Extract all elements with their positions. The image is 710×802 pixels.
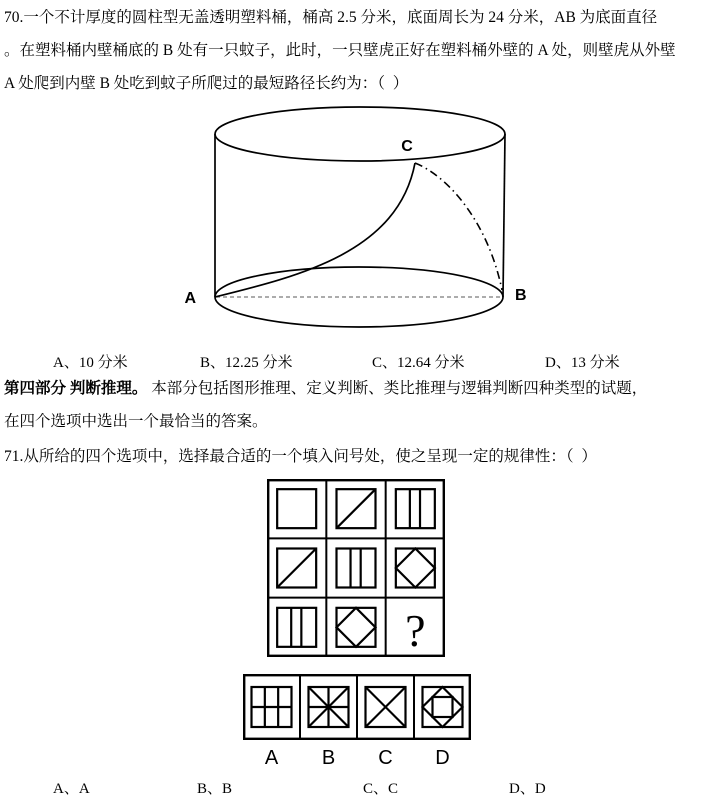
question-mark: ? xyxy=(405,604,426,656)
option-label-a: A xyxy=(264,747,279,769)
q70-option-d: D、13 分米 xyxy=(545,355,620,371)
pattern-square xyxy=(423,687,463,727)
q70-option-c: C、12.64 分米 xyxy=(372,355,465,371)
cylinder-right-wall xyxy=(503,134,505,297)
puzzle-grid-3x3 xyxy=(267,479,445,657)
section4-intro-line1 xyxy=(4,379,647,399)
puzzle-option-boxes xyxy=(243,674,471,769)
cylinder-figure xyxy=(150,100,560,352)
figure-label-a: A xyxy=(184,290,196,307)
cylinder-top-ellipse xyxy=(215,107,505,161)
q70-text-line1: 70.一个不计厚度的圆柱型无盖透明塑料桶，桶高 2.5 分米，底面周长为 24 分米，AB 为底面直径 xyxy=(4,9,658,26)
option-label-b: B xyxy=(321,747,336,769)
section4-heading: 第四部分 判断推理。 xyxy=(4,380,148,397)
outer-wall-path-curve xyxy=(215,163,415,297)
pattern-square xyxy=(337,608,376,647)
option-label-d: D xyxy=(435,747,450,769)
q70-text-line2: 。在塑料桶内壁桶底的 B 处有一只蚊子，此时，一只壁虎正好在塑料桶外壁的 A 处，则壁虎从外壁 xyxy=(4,42,676,59)
section4-intro-line2: 在四个选项中选出一个最恰当的答案。 xyxy=(4,413,268,430)
pattern-square xyxy=(396,489,435,528)
figure-label-c: C xyxy=(401,138,413,155)
q71-answer-b: B、B xyxy=(197,781,233,797)
inscribed-diamond xyxy=(423,687,463,727)
q71-prompt: 71.从所给的四个选项中，选择最合适的一个填入问号处，使之呈现一定的规律性：（ ） xyxy=(4,448,597,465)
q70-text-line3: A 处爬到内壁 B 处吃到蚊子所爬过的最短路径长约为：（ ） xyxy=(4,75,409,92)
figure-label-b: B xyxy=(515,287,527,304)
q71-answer-d: D、D xyxy=(509,781,546,797)
q71-answer-c: C、C xyxy=(363,781,399,797)
diagonal-line xyxy=(337,489,376,528)
q70-option-b: B、12.25 分米 xyxy=(200,355,293,371)
q71-answer-a: A、A xyxy=(53,781,90,797)
inner-square xyxy=(433,697,453,717)
pattern-square xyxy=(396,549,435,588)
diagonal-line xyxy=(277,549,316,588)
pattern-square xyxy=(277,608,316,647)
section4-intro-text: 本部分包括图形推理、定义判断、类比推理与逻辑判断四种类型的试题， xyxy=(147,380,648,397)
pattern-square xyxy=(277,489,316,528)
pattern-square xyxy=(337,549,376,588)
q70-option-a: A、10 分米 xyxy=(53,355,128,371)
inscribed-diamond xyxy=(337,608,376,647)
inscribed-diamond xyxy=(396,549,435,588)
option-label-c: C xyxy=(378,747,393,769)
